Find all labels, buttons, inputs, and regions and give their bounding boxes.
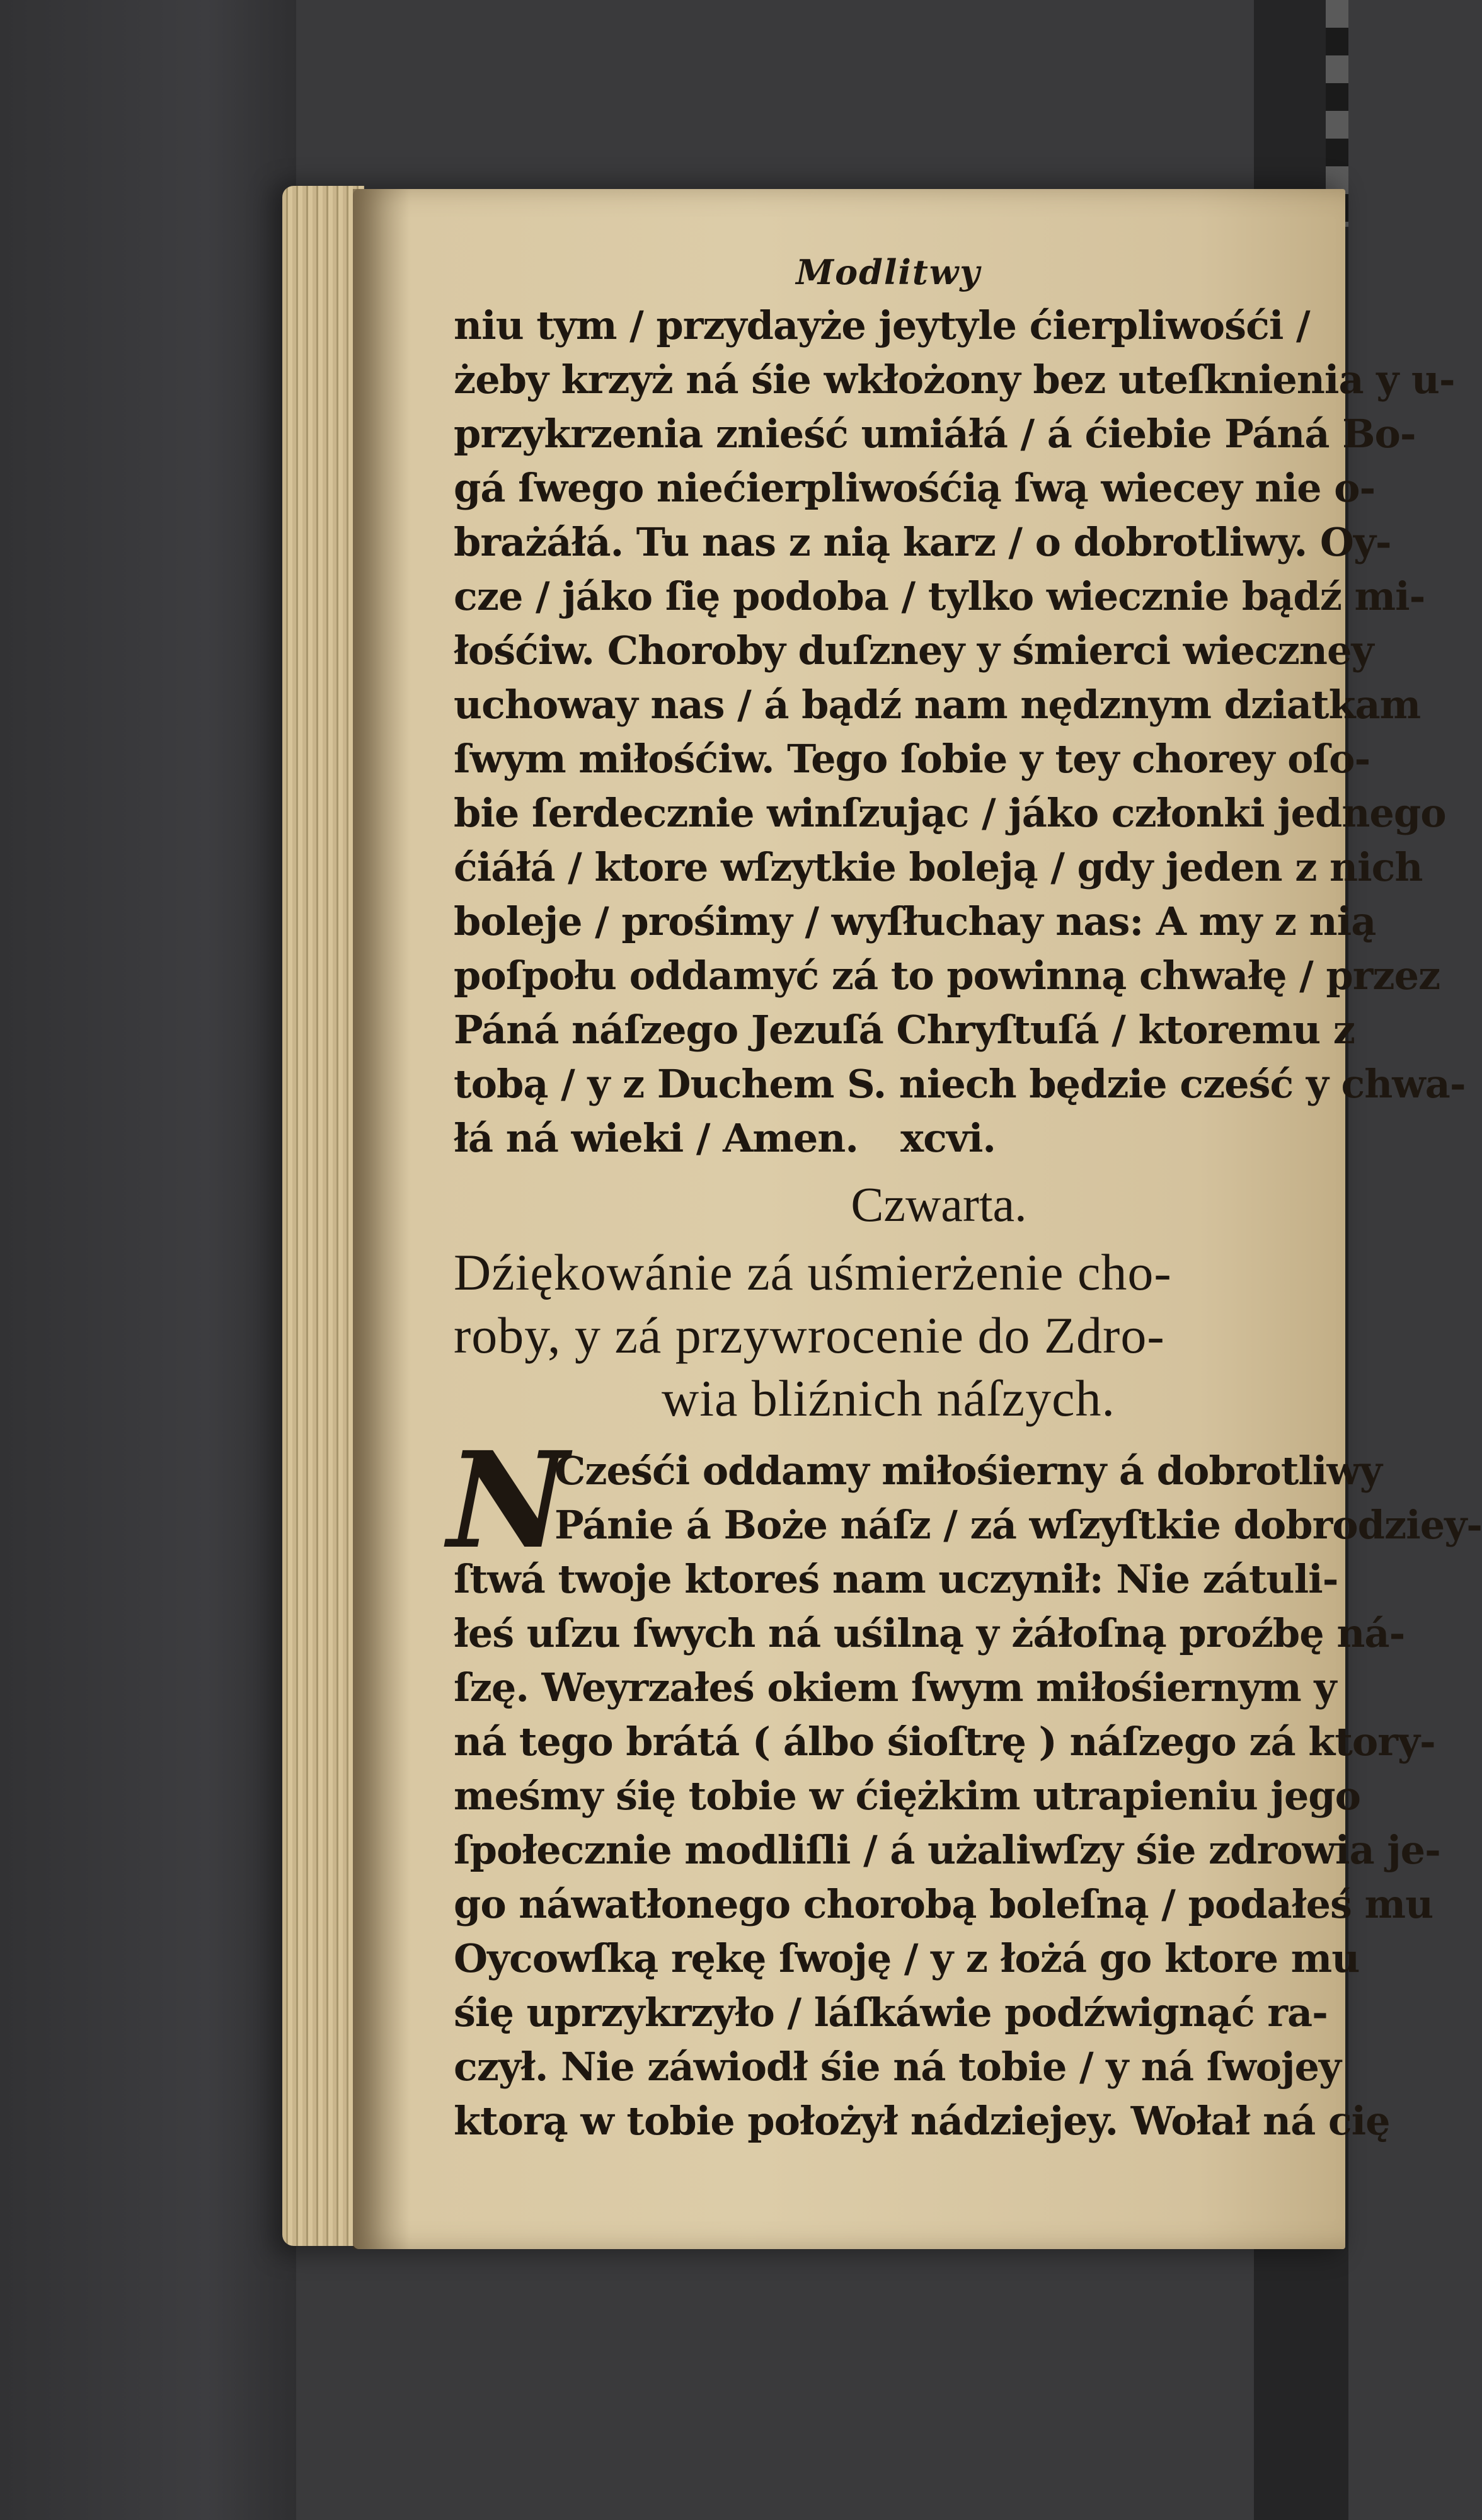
text-line: ćiáłá / ktore wſzytkie boleją / gdy jeden z nich (454, 844, 1423, 890)
running-head: Modlitwy (796, 252, 981, 292)
heading-line: roby, y zá przywrocenie do Zdro- (454, 1307, 1165, 1364)
heading-line: Dźiękowánie zá uśmierżenie cho- (454, 1244, 1172, 1301)
text-line: Pánie á Boże náſz / zá wſzyſtkie dobrodziey- (554, 1502, 1482, 1548)
book-page-edges (282, 186, 364, 2246)
text-line: brażáłá. Tu nas z nią karz / o dobrotliwy. Oy- (454, 519, 1391, 565)
text-line: ná tego brátá ( álbo śioſtrę ) náſzego zá ktory- (454, 1719, 1435, 1765)
text-line: niu tym / przydayże jeytyle ćierpliwośći / (454, 302, 1310, 348)
text-line: Oycowſką rękę ſwoję / y z łożá go ktore mu (454, 1935, 1360, 1981)
section-title: Czwarta. (851, 1177, 1027, 1232)
text-line: ſzę. Weyrzałeś okiem ſwym miłośiernym y (454, 1664, 1336, 1710)
text-line: boleje / prośimy / wyſłuchay nas: A my z nią (454, 898, 1376, 944)
text-line: czył. Nie záwiodł śie ná tobie / y ná ſwojey (454, 2044, 1341, 2090)
text-line: ſtwá twoje ktoreś nam uczynił: Nie zátuli- (454, 1556, 1338, 1602)
text-line: łośćiw. Choroby duſzney y śmierci wieczney (454, 627, 1374, 673)
text-line: gá ſwego niećierpliwośćią ſwą wiecey nie o- (454, 465, 1376, 511)
text-line: go náwatłonego chorobą boleſną / podałeś mu (454, 1881, 1433, 1927)
text-line: cze / jáko ſię podoba / tylko wiecznie bądź mi- (454, 573, 1425, 619)
text-line: przykrzenia znieść umiáłá / á ćiebie Páná Bo- (454, 411, 1416, 457)
text-line: żeby krzyż ná śie wkłożony bez uteſknienia y u- (454, 357, 1455, 403)
text-line: Páná náſzego Jezuſá Chryſtuſá / ktoremu z (454, 1007, 1355, 1053)
text-line: ſpołecznie modliſli / á użaliwſzy śie zdrowia je- (454, 1827, 1440, 1873)
text-line: śię uprzykrzyło / láſkáwie podźwignąć ra- (454, 1990, 1328, 2036)
drop-cap: N (447, 1423, 568, 1578)
prayer-number: xcvi. (900, 1115, 996, 1161)
text-line: uchoway nas / á bądź nam nędznym dziatkam (454, 682, 1421, 728)
prayer-heading (454, 1241, 1323, 1430)
final-line (454, 1111, 996, 1166)
text-line: ktorą w tobie położył nádziejey. Wołał ná cię (454, 2098, 1390, 2144)
text-line: bie ſerdecznie winſzując / jáko członki jednego (454, 790, 1446, 836)
scan-background-left (0, 0, 296, 2520)
prayer-continuation (454, 299, 1466, 1166)
text-line: poſpołu oddamyć zá to powinną chwałę / przez (454, 953, 1440, 999)
spine-shadow (353, 189, 410, 2249)
text-line: ſwym miłośćiw. Tego ſobie y tey chorey oſo- (454, 736, 1370, 782)
page-text-block (447, 252, 1482, 2148)
text-line: meśmy śię tobie w ćiężkim utrapieniu jego (454, 1773, 1360, 1819)
prayer-body (447, 1423, 1482, 2148)
final-line-text: łá ná wieki / Amen. (454, 1115, 858, 1161)
text-line: tobą / y z Duchem S. niech będzie cześć y chwa- (454, 1061, 1466, 1107)
text-line: łeś uſzu ſwych ná uśilną y żáłoſną proźbę ná- (454, 1610, 1405, 1656)
heading-line: wia bliźnich náſzych. (661, 1370, 1115, 1427)
text-line: Cześći oddamy miłośierny á dobrotliwy (554, 1448, 1382, 1494)
